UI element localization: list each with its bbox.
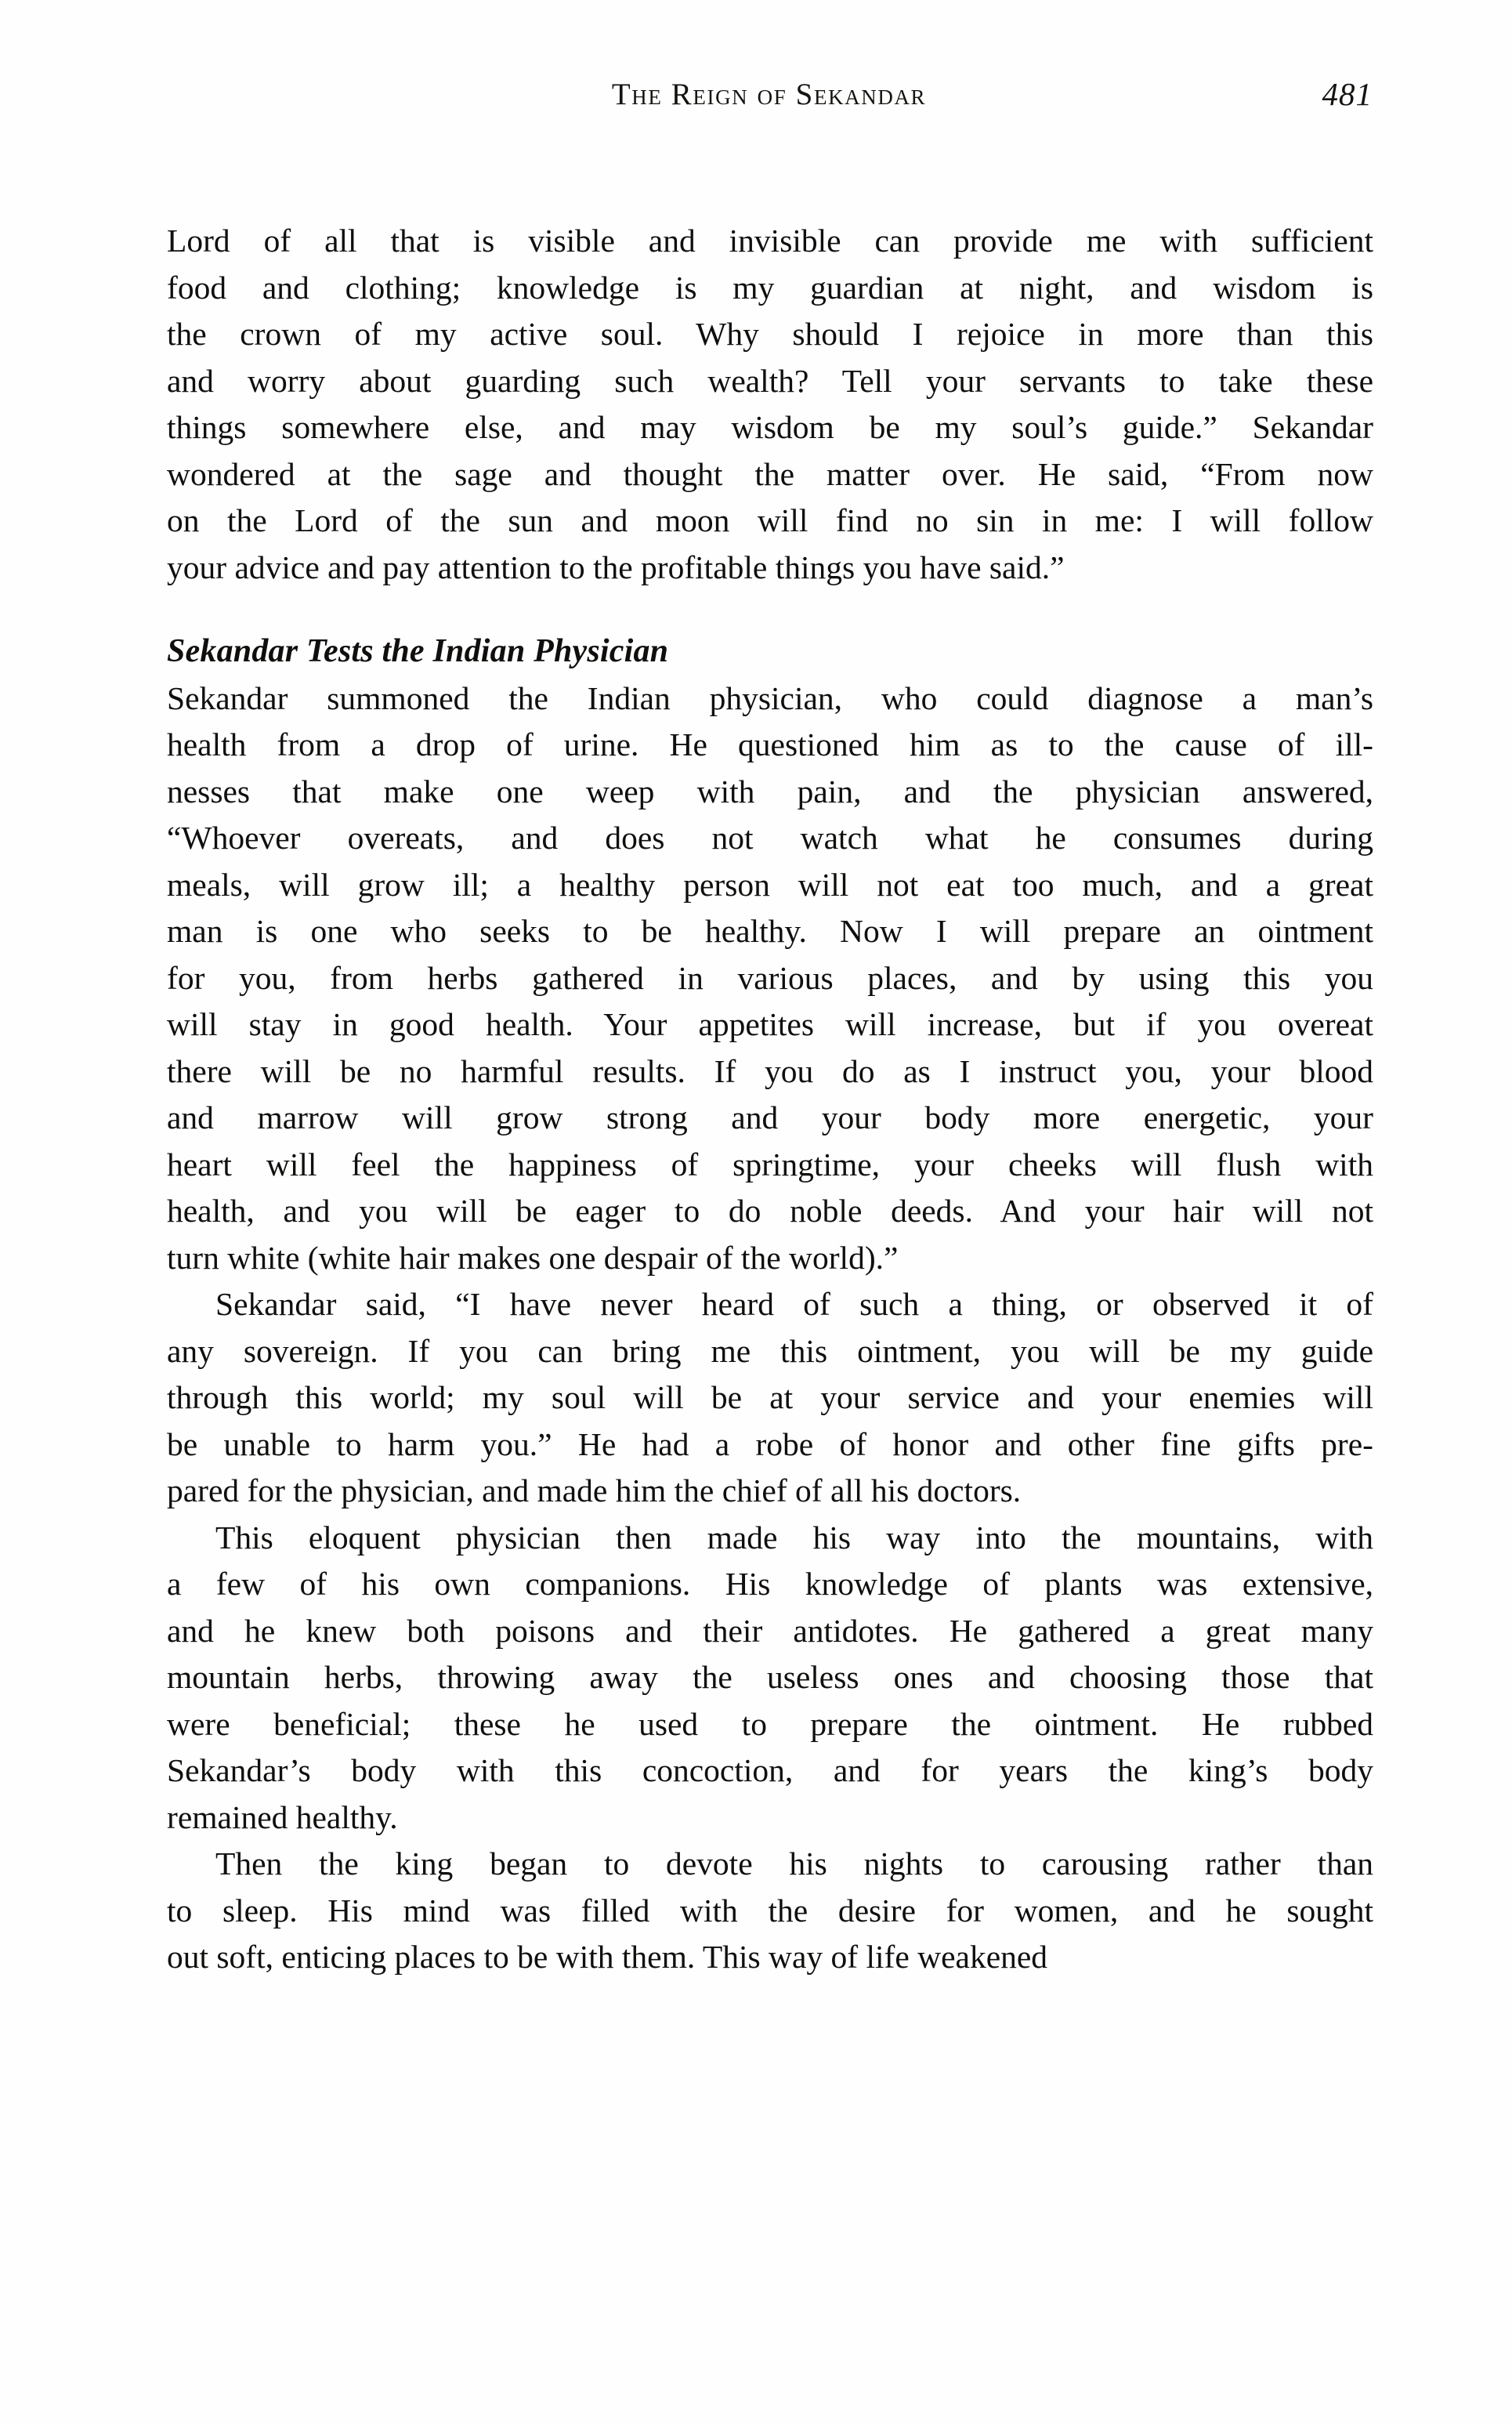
text-line: wondered at the sage and thought the matter over. He said, “From now [167,455,1373,492]
text-line: were beneficial; these he used to prepare the ointment. He rubbed [167,1705,1373,1742]
text-line: and marrow will grow strong and your body more energetic, your [167,1099,1373,1135]
heading-spacer [167,591,1373,628]
text-line: a few of his own companions. His knowledge of plants was extensive, [167,1566,1373,1602]
text-line: nesses that make one weep with pain, and the physician answered, [167,773,1373,809]
text-line: heart will feel the happiness of springtime, your cheeks will flush with [167,1146,1373,1183]
text-line: any sovereign. If you can bring me this ointment, you will be my guide [167,1332,1373,1369]
text-line: things somewhere else, and may wisdom be my soul’s guide.” Sekandar [167,409,1373,445]
running-head [167,77,1371,121]
text-line: be unable to harm you.” He had a robe of honor and other fine gifts pre- [167,1425,1373,1462]
text-line: on the Lord of the sun and moon will find no sin in me: I will follow [167,502,1373,538]
text-line: out soft, enticing places to be with them. This way of life weakened [167,1939,1048,1975]
paragraph-4 [167,1515,1373,1842]
body-text-block [167,218,1373,1981]
text-line: mountain herbs, throwing away the useless ones and choosing those that [167,1659,1373,1695]
paragraph-5 [167,1841,1373,1981]
paragraph-3 [167,1281,1373,1515]
text-line: for you, from herbs gathered in various places, and by using this you [167,959,1373,996]
text-line: “Whoever overeats, and does not watch what he consumes during [167,820,1373,856]
text-line: and worry about guarding such wealth? Tell your servants to take these [167,362,1373,399]
text-line: the crown of my active soul. Why should I rejoice in more than this [167,316,1373,352]
text-line: health from a drop of urine. He questioned him as to the cause of ill- [167,726,1373,762]
text-line: turn white (white hair makes one despair of the world).” [167,1239,899,1276]
text-line: to sleep. His mind was filled with the desire for women, and he sought [167,1892,1373,1929]
text-line: and he knew both poisons and their antidotes. He gathered a great many [167,1612,1373,1649]
text-line: Lord of all that is visible and invisible can provide me with sufficient [167,223,1373,259]
text-line: pared for the physician, and made him the chief of all his doctors. [167,1472,1022,1508]
text-line: health, and you will be eager to do noble deeds. And your hair will not [167,1193,1373,1229]
text-line: Sekandar’s body with this concoction, and for years the king’s body [167,1752,1373,1788]
text-line: Then the king began to devote his nights to carousing rather than [215,1845,1373,1882]
paragraph-1 [167,218,1373,591]
running-head-title: The Reign of Sekandar [611,78,927,111]
section-heading: Sekandar Tests the Indian Physician [167,633,669,669]
text-line: Sekandar summoned the Indian physician, who could diagnose a man’s [167,679,1373,716]
text-line: Sekandar said, “I have never heard of such a thing, or observed it of [215,1286,1373,1322]
text-line: your advice and pay attention to the profitable things you have said.” [167,549,1065,585]
text-line: This eloquent physician then made his way into the mountains, with [215,1519,1373,1556]
text-line: will stay in good health. Your appetites will increase, but if you overeat [167,1006,1373,1042]
text-line: meals, will grow ill; a healthy person will not eat too much, and a great [167,866,1373,903]
text-line: through this world; my soul will be at your service and your enemies will [167,1379,1373,1415]
text-line: there will be no harmful results. If you do as I instruct you, your blood [167,1052,1373,1089]
text-line: food and clothing; knowledge is my guardian at night, and wisdom is [167,269,1373,306]
text-line: remained healthy. [167,1798,398,1835]
text-line: man is one who seeks to be healthy. Now I will prepare an ointment [167,913,1373,949]
page-number: 481 [1322,76,1373,112]
paragraph-2 [167,675,1373,1282]
